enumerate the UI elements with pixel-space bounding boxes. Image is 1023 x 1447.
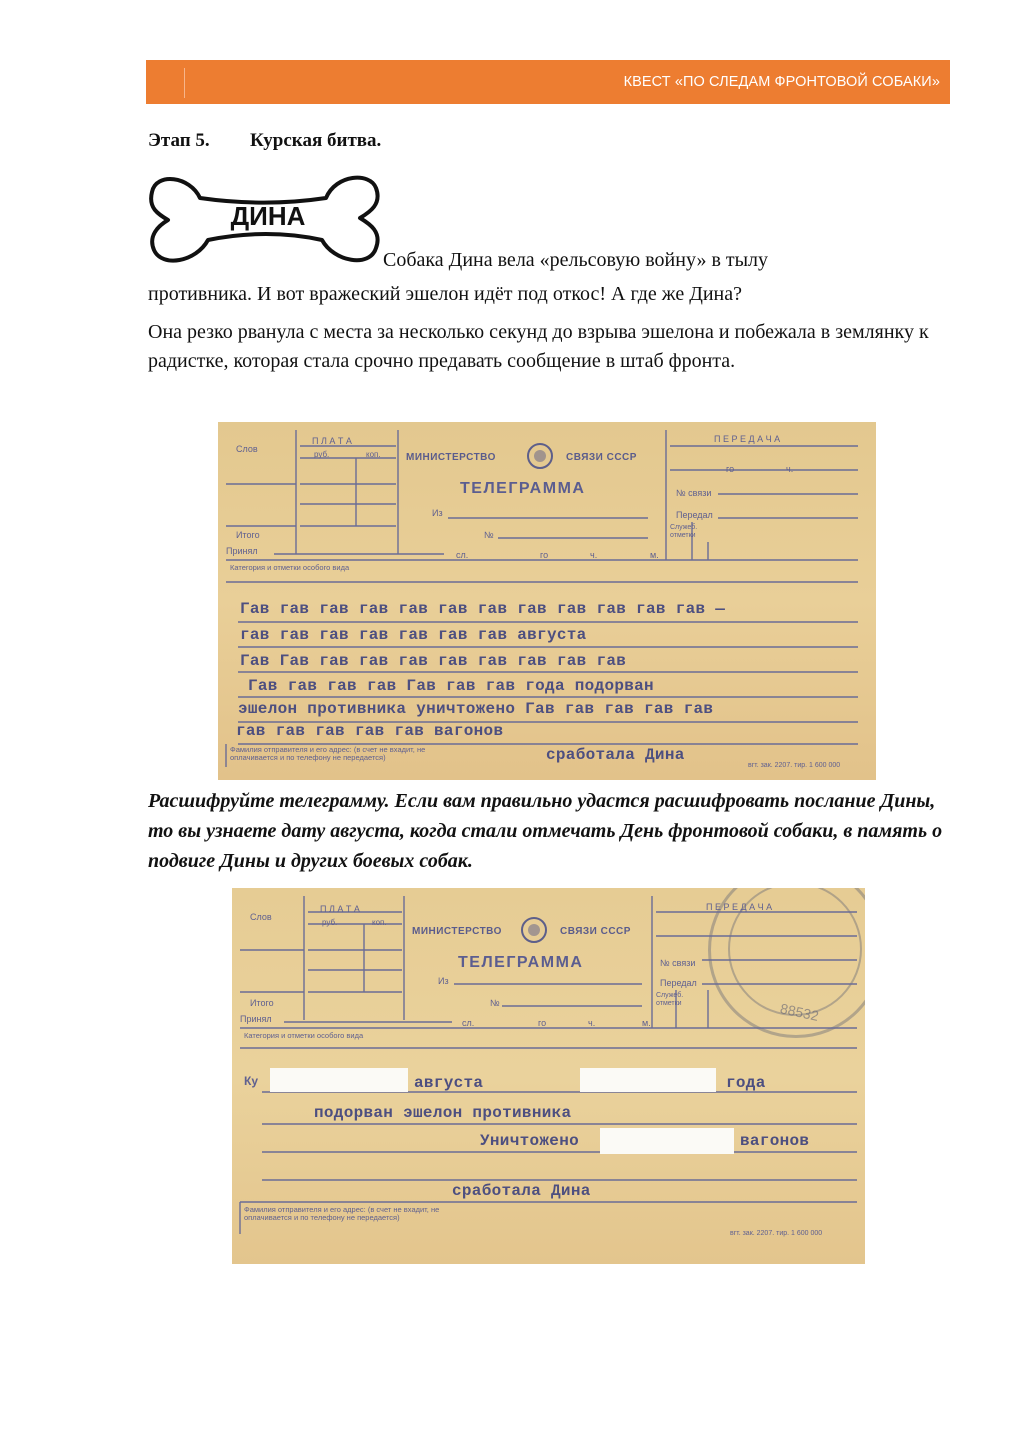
- t2-label-go: го: [538, 1018, 547, 1028]
- t2-line-2: подорван эшелон противника: [314, 1104, 572, 1122]
- label-plata: П Л А Т А: [312, 436, 352, 446]
- label-m: м.: [650, 550, 659, 560]
- t2-label-kop: коп.: [372, 918, 387, 927]
- label-iz: Из: [432, 508, 443, 518]
- label-ministry-left: МИНИСТЕРСТВО: [406, 452, 496, 463]
- bone-label: ДИНА: [230, 201, 306, 231]
- t2-label-ku: Ку: [244, 1074, 258, 1088]
- stamp-number: 88532: [778, 1000, 821, 1024]
- blank-day[interactable]: [270, 1068, 408, 1092]
- intro-paragraph-2: Она резко рванула с места за несколько секунд до взрыва эшелона и побежала в землянку к радистке, которая стала срочно предавать сообщение в штаб фронта.: [148, 321, 929, 372]
- t2-avgusta: августа: [414, 1074, 484, 1092]
- telegram1-line-3: Гав Гав гав гав гав гав гав гав гав гав: [240, 652, 627, 670]
- header-title: КВЕСТ «ПО СЛЕДАМ ФРОНТОВОЙ СОБАКИ»: [623, 74, 940, 90]
- t2-label-ch: ч.: [588, 1018, 596, 1028]
- intro-line-2: противника. И вот вражеский эшелон идёт под откос! А где же Дина?: [148, 283, 742, 305]
- blank-wagons[interactable]: [600, 1128, 734, 1154]
- t2-label-peredal: Передал: [660, 978, 697, 988]
- label-kop: коп.: [366, 450, 381, 459]
- label-rub: руб.: [314, 450, 330, 459]
- t2-label-rub: руб.: [322, 918, 338, 927]
- t2-goda: года: [726, 1074, 766, 1092]
- bone-icon: [146, 170, 382, 270]
- t2-label-ministry-right: СВЯЗИ СССР: [560, 926, 631, 937]
- label-ch: ч.: [590, 550, 598, 560]
- t2-label-slov: Слов: [250, 912, 272, 922]
- t2-label-peredacha: П Е Р Е Д А Ч А: [706, 902, 773, 912]
- intro-line-1: Собака Дина вела «рельсовую войну» в тылу: [383, 249, 769, 271]
- label-sender: Фамилия отправителя и его адрес: (в счет не вхадит, не оплачивается и по телефону не передается): [230, 745, 426, 762]
- t2-label-m: м.: [642, 1018, 651, 1028]
- label-prinyal: Принял: [226, 546, 258, 556]
- label-nomer: №: [484, 530, 494, 540]
- stage-heading: [148, 130, 381, 152]
- telegram1-line-4: Гав гав гав гав Гав гав гав года подорван: [248, 677, 654, 695]
- t2-label-svyazi: № связи: [660, 958, 696, 968]
- stage-number: Этап 5.: [148, 130, 210, 151]
- task-instructions: Расшифруйте телеграмму. Если вам правильно удастся расшифровать послание Дины, то вы узнаете дату августа, когда стали отмечать День фронтовой собаки, в память о подвиге Дины и других боевых собак.: [148, 790, 943, 872]
- telegram1-line-5: эшелон противника уничтожено Гав гав гав гав гав: [238, 700, 714, 718]
- label-slov: Слов: [236, 444, 258, 454]
- t2-signature: сработала Дина: [452, 1182, 591, 1200]
- label-go-right: го: [726, 464, 735, 474]
- t2-label-kategoria: Категория и отметки особого вида: [244, 1031, 364, 1040]
- label-peredal: Передал: [676, 510, 713, 520]
- t2-label-ministry-left: МИНИСТЕРСТВО: [412, 926, 502, 937]
- telegram1-line-6: гав гав гав гав гав вагонов: [236, 722, 504, 740]
- label-svyazi: № связи: [676, 488, 712, 498]
- telegram-answer: [232, 888, 865, 1264]
- blank-year[interactable]: [580, 1068, 716, 1092]
- label-ch-right: ч.: [786, 464, 794, 474]
- t2-label-iz: Из: [438, 976, 449, 986]
- label-sl: сл.: [456, 550, 469, 560]
- label-print: вгт. зак. 2207. тир. 1 600 000: [748, 762, 841, 769]
- label-peredacha: П Е Р Е Д А Ч А: [714, 434, 781, 444]
- telegram-title: ТЕЛЕГРАММА: [460, 480, 586, 497]
- label-go: го: [540, 550, 549, 560]
- label-kategoria: Категория и отметки особого вида: [230, 563, 350, 572]
- t2-label-prinyal: Принял: [240, 1014, 272, 1024]
- t2-unichtozheno: Уничтожено: [480, 1132, 580, 1150]
- t2-label-itogo: Итого: [250, 998, 274, 1008]
- t2-telegram-title: ТЕЛЕГРАММА: [458, 954, 584, 971]
- t2-label-sluzheb: Служеб. отметки: [656, 992, 684, 1007]
- stage-title: Курская битва.: [250, 130, 382, 151]
- label-itogo: Итого: [236, 530, 260, 540]
- t2-vagonov: вагонов: [740, 1132, 810, 1150]
- page-header: [146, 60, 950, 104]
- telegram-encoded: [218, 422, 876, 780]
- telegram1-signature: сработала Дина: [546, 746, 685, 764]
- telegram1-line-2: гав гав гав гав гав гав гав августа: [240, 626, 587, 644]
- t2-label-sl: сл.: [462, 1018, 475, 1028]
- t2-label-nomer: №: [490, 998, 500, 1008]
- header-divider: [184, 68, 185, 98]
- label-ministry-right: СВЯЗИ СССР: [566, 452, 637, 463]
- label-sluzheb: Служеб. отметки: [670, 524, 698, 539]
- t2-label-plata: П Л А Т А: [320, 904, 360, 914]
- telegram1-line-1: Гав гав гав гав гав гав гав гав гав гав гав гав —: [240, 600, 726, 618]
- t2-label-sender: Фамилия отправителя и его адрес: (в счет не вхадит, не оплачивается и по телефону не передается): [244, 1205, 440, 1222]
- t2-label-print: вгт. зак. 2207. тир. 1 600 000: [730, 1230, 823, 1237]
